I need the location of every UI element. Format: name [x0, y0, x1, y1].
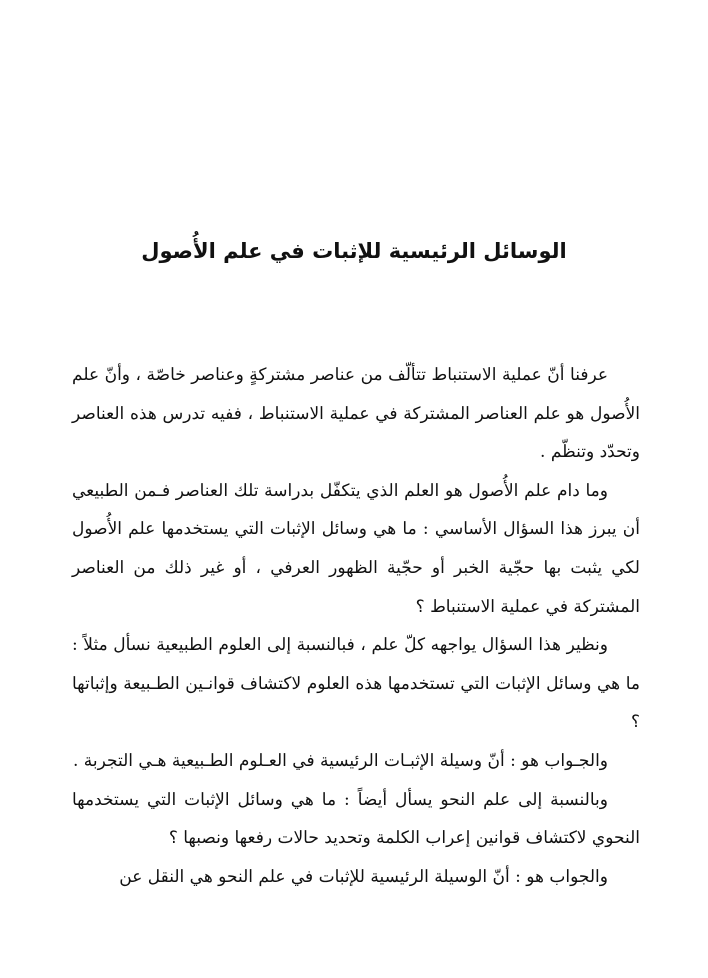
paragraph-3: ونظير هذا السؤال يواجهه كلّ علم ، فبالنسبة إلى العلوم الطبيعية نسأل مثلاً : ما هي وسائل الإثبات التي تستخدمها هذه العلوم لاكتشاف قوانـين الطـبيعة وإثباتها ؟ [72, 635, 640, 733]
paragraph-2: وما دام علم الأُصول هو العلم الذي يتكفّل بدراسة تلك العناصر فـمن الطبيعي أن يبرز هذا السؤال الأساسي : ما هي وسائل الإثبات التي يستخدمها علم الأُصول لكي يثبت بها حجّية الخبر أو حجّية الظهور العرفي ، أو غير ذلك من العناصر المشتركة في عملية الاستنباط ؟ [72, 480, 640, 617]
page-title: الوسائل الرئيسية للإثبات في علم الأُصول [141, 239, 567, 263]
paragraph-5: وبالنسبة إلى علم النحو يسأل أيضاً : ما هي وسائل الإثبات التي يستخدمها النحوي لاكتشاف قوانين إعراب الكلمة وتحديد حالات رفعها ونصبها ؟ [72, 789, 640, 849]
paragraph-4: والجـواب هو : أنّ وسيلة الإثبـات الرئيسية في العـلوم الطـبيعية هـي التجربة . [72, 750, 608, 771]
paragraph-1: عرفنا أنّ عملية الاستنباط تتألّف من عناصر مشتركةٍ وعناصر خاصّة ، وأنّ علم الأُصول هو علم العناصر المشتركة في عملية الاستنباط ، ففيه تدرس هذه العناصر وتحدّد وتنظّم . [72, 365, 640, 463]
paragraph-6: والجواب هو : أنّ الوسيلة الرئيسية للإثبات في علم النحو هي النقل عن [119, 866, 608, 887]
body-text [72, 356, 640, 896]
